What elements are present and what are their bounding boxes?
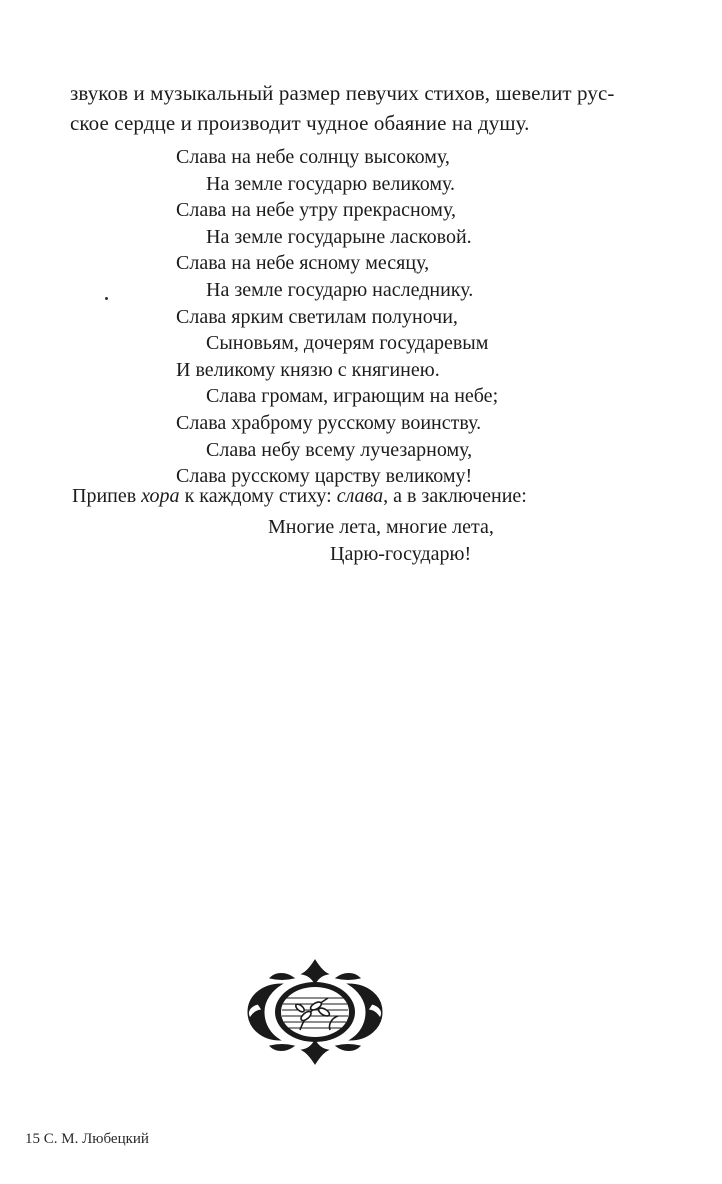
refrain-italic-slava: слава [336,485,384,507]
poem [0,144,722,490]
poem-line: Слава на небе ясному месяцу, [176,252,430,275]
poem-line: Слава на небе солнцу высокому, [176,146,450,168]
poem-line: Слава громам, играющим на небе; [206,385,499,408]
refrain-italic-chorus: хора [141,485,180,507]
intro-line: ское сердце и производит чудное обаяние на душу. [70,111,530,135]
intro-paragraph [70,78,640,138]
closing-line: Многие лета, многие лета, [268,516,494,538]
closing-verse [0,514,722,568]
poem-line: На земле государыне ласковой. [206,225,472,248]
poem-line: Слава небу всему лучезарному, [206,438,473,461]
refrain-text: Припев [72,485,142,507]
footer-signature: 15 С. М. Любецкий [25,1131,149,1147]
poem-line: Слава на небе утру прекрасному, [176,199,456,222]
poem-line: Слава храброму русскому воинству. [176,411,482,434]
poem-line: На земле государю наследнику. [206,278,474,301]
refrain-note [72,482,527,510]
refrain-text: , а в заключение: [383,485,527,507]
intro-line: звуков и музыкальный размер певучих стихов, шевелит рус- [70,81,615,105]
poem-line: Слава русскому царству великому! [176,465,473,488]
floral-vignette-icon [240,958,390,1066]
poem-line: Сыновьям, дочерям государевым [206,332,489,355]
poem-line: Слава ярким светилам полуночи, [176,305,458,328]
poem-line: И великому князю с княгинею. [176,358,440,381]
closing-line: Царю-государю! [330,543,472,565]
poem-line: На земле государю великому. [206,172,456,195]
refrain-text: к каждому стиху: [179,485,337,507]
